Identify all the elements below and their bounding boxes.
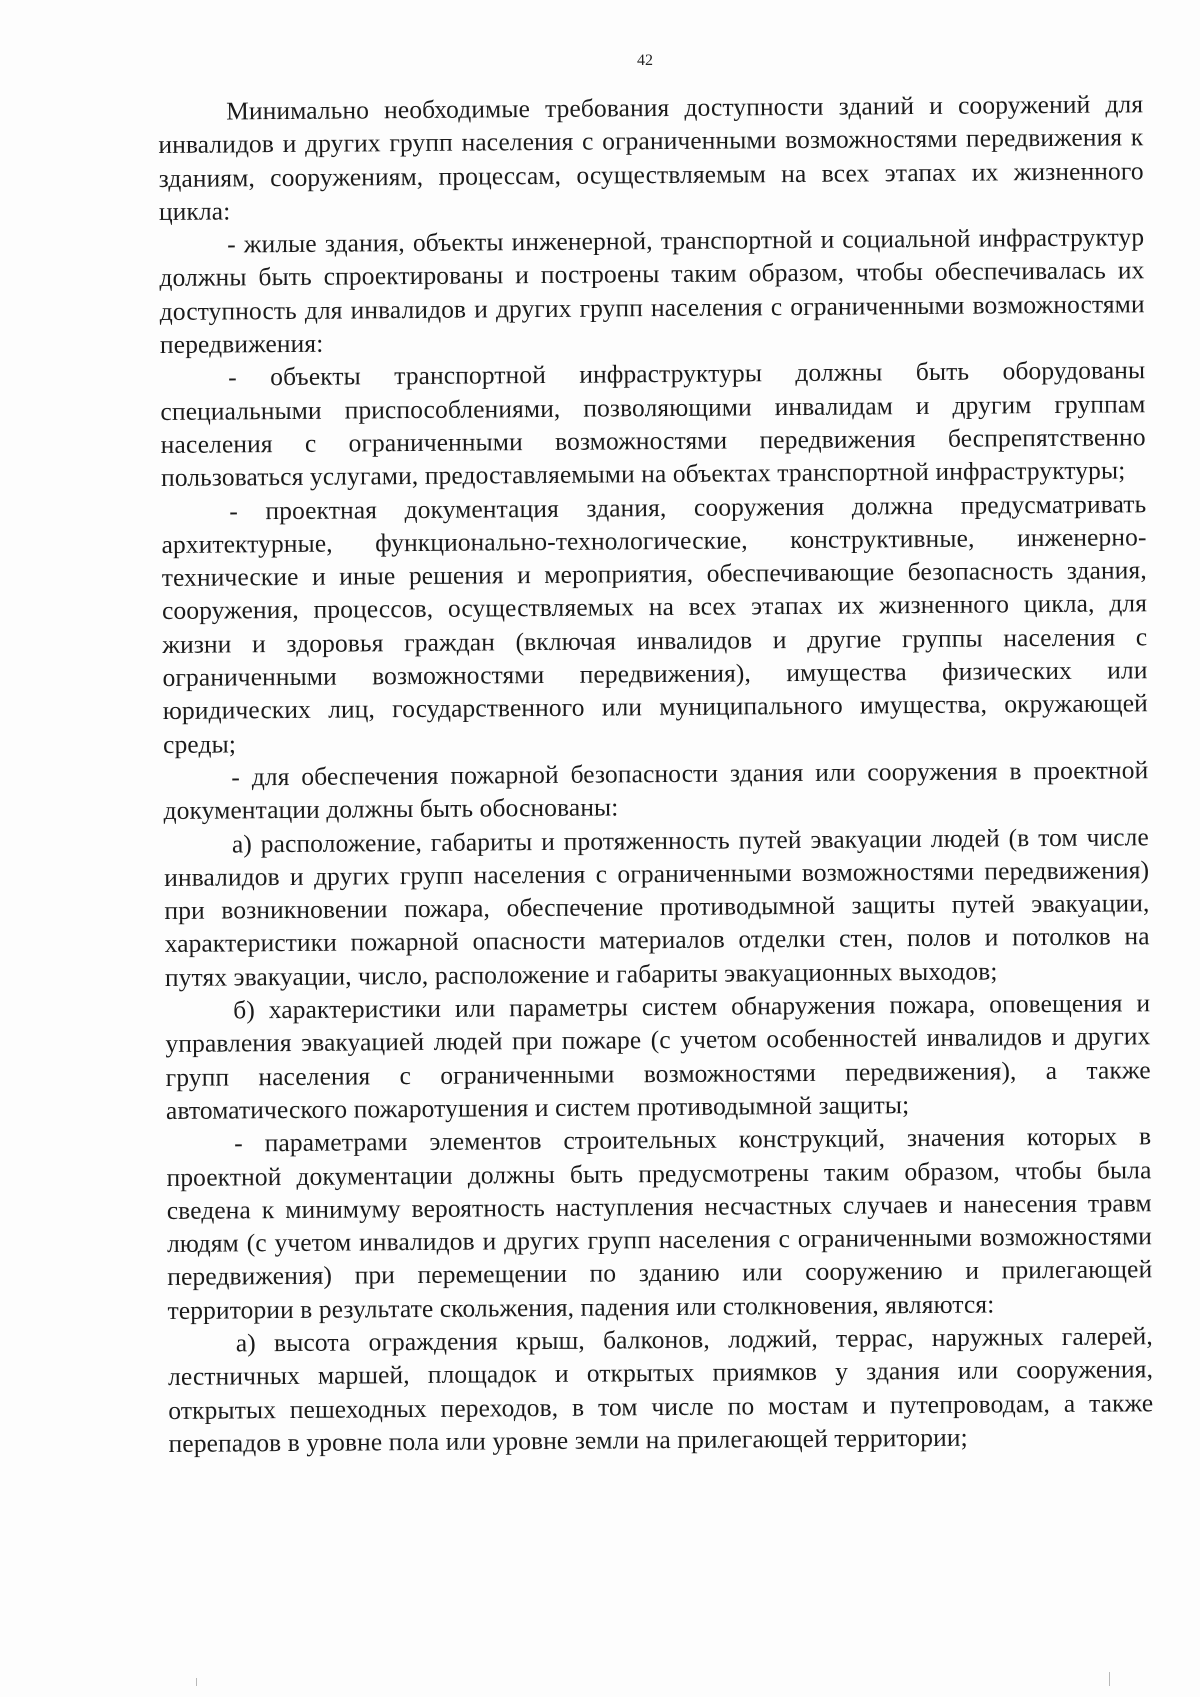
paragraph-structural-item-a: а) высота ограждения крыш, балконов, лоджий, террас, наружных галерей, лестничных маршей, площадок и открытых приямков у здания или сооружения, открытых пешеходных переходов, в том числе по мостам и путепроводам, а также перепадов в уровне пола или уровне земли на прилегающей территории; [167, 1321, 1154, 1458]
paragraph-structural-parameters: - параметрами элементов строительных конструкций, значения которых в проектной документации должны быть предусмотрены таким образом, чтобы была сведена к минимуму вероятность наступления несчастных случаев и нанесения травм людям (с учетом инвалидов и других групп населения с ограниченными возможностями передвижения) при перемещении по зданию или сооружению и прилегающей территории в результате скольжения, падения или столкновения, являются: [166, 1121, 1153, 1325]
paragraph-fire-safety-item-b: б) характеристики или параметры систем обнаружения пожара, оповещения и управления эвакуацией людей при пожаре (с учетом особенностей инвалидов и других групп населения с ограниченными возможностями передвижения), а также автоматического пожаротушения и систем противодымной защиты; [165, 988, 1151, 1125]
page-number: 42 [637, 52, 653, 69]
paragraph-fire-safety-item-a: а) расположение, габариты и протяженность путей эвакуации людей (в том числе инвалидов и других групп населения с ограниченными возможностями передвижения) при возникновении пожара, обеспечение противодымной защиты путей эвакуации, характеристики пожарной опасности материалов отделки стен, полов и потолков на путях эвакуации, число, расположение и габариты эвакуационных выходов; [164, 821, 1150, 992]
paragraph-fire-safety: - для обеспечения пожарной безопасности здания или сооружения в проектной документации должны быть обоснованы: [163, 755, 1149, 826]
paragraph-project-documentation: - проектная документация здания, сооружения должна предусматривать архитектурные, функционально-технологические, конструктивные, инженерно-технические и иные решения и мероприятия, обеспечивающие безопасность здания, сооружения, процессов, осуществляемых на всех этапах их жизненного цикла, для жизни и здоровья граждан (включая инвалидов и другие группы населения с ограниченными возможностями передвижения), имущества физических или юридических лиц, государственного или муниципального имущества, окружающей среды; [161, 488, 1148, 759]
paragraph-transport-infrastructure: - объекты транспортной инфраструктуры должны быть оборудованы специальными приспособлениями, позволяющими инвалидам и другим группам населения с ограниченными возможностями передвижения беспрепятственно пользоваться услугами, предоставляемыми на объектах транспортной инфраструктуры; [160, 355, 1146, 493]
paragraph-intro: Минимально необходимые требования доступности зданий и сооружений для инвалидов и других групп населения с ограниченными возможностями передвижения к зданиям, сооружениям, процессам, осуществляемым на всех этапах их жизненного цикла: [158, 89, 1144, 226]
scan-mark-right [1109, 1672, 1110, 1686]
paragraph-residential-buildings: - жилые здания, объекты инженерной, транспортной и социальной инфраструктур должны быть спроектированы и построены таким образом, чтобы обеспечивалась их доступность для инвалидов и других групп населения с ограниченными возможностями передвижения: [159, 222, 1145, 360]
document-body [158, 87, 1154, 1460]
scan-mark-left [196, 1678, 197, 1686]
